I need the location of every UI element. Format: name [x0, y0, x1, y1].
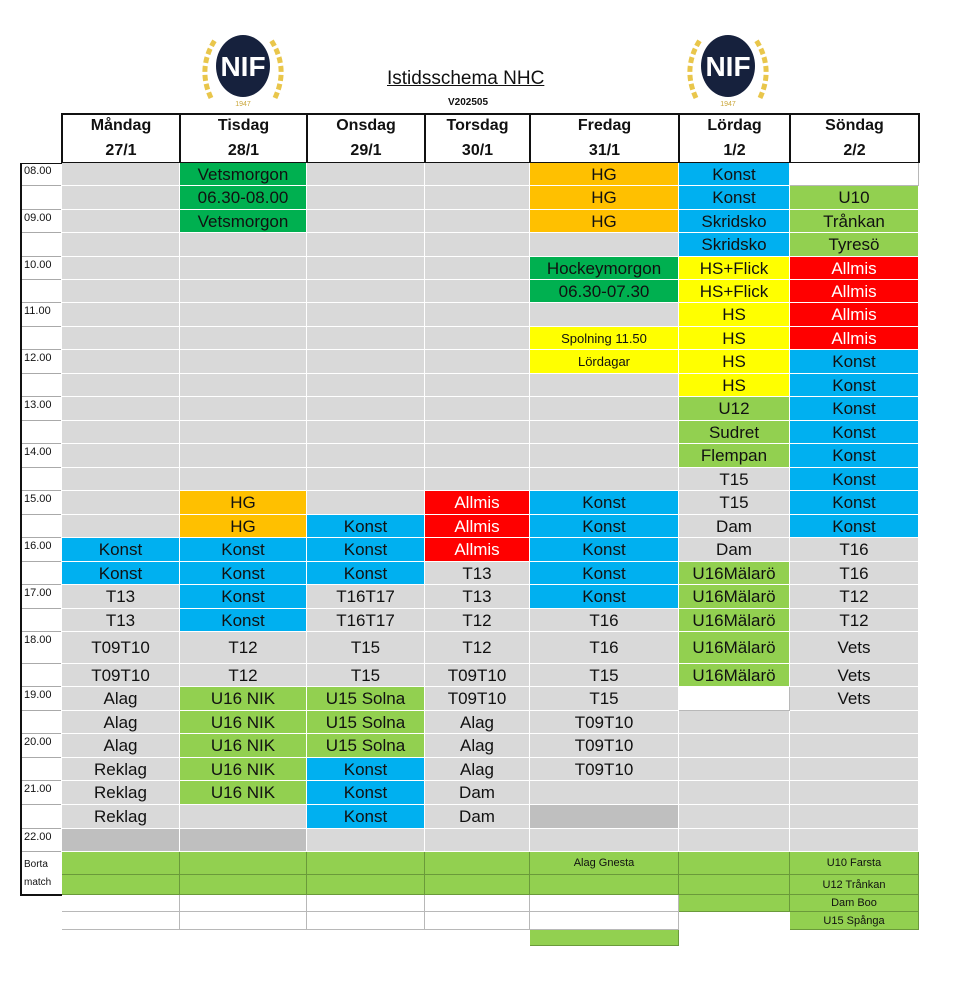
empty-slot: [307, 829, 425, 852]
away-slot: [180, 875, 307, 895]
schedule-slot: U16 NIK: [180, 687, 307, 711]
empty-slot: [180, 829, 307, 852]
day-name: Måndag: [90, 117, 152, 134]
empty-slot: [62, 444, 180, 468]
away-match: Dam Boo: [790, 895, 919, 912]
time-label: [22, 515, 61, 538]
schedule-slot: Allmis: [425, 515, 530, 538]
schedule-slot: Konst: [530, 538, 679, 562]
empty-slot: [62, 491, 180, 515]
schedule-slot: Konst: [307, 758, 425, 781]
schedule-slot: T12: [180, 664, 307, 687]
empty-slot: [62, 257, 180, 280]
empty-slot: [530, 303, 679, 327]
empty-slot: [62, 829, 180, 852]
schedule-slot: T13: [62, 585, 180, 609]
away-slot: [307, 912, 425, 930]
schedule-slot: HG: [530, 163, 679, 186]
schedule-slot: Hockeymorgon: [530, 257, 679, 280]
borta-line-2: match: [24, 877, 52, 888]
schedule-slot: T12: [425, 609, 530, 632]
schedule-slot: Trånkan: [790, 210, 919, 233]
schedule-slot: Konst: [307, 538, 425, 562]
time-label: 19.00: [22, 687, 61, 711]
empty-slot: [62, 468, 180, 491]
time-label: [22, 664, 61, 687]
empty-slot: [790, 734, 919, 758]
away-slot: [180, 895, 307, 912]
empty-slot: [425, 210, 530, 233]
away-slot: [62, 875, 180, 895]
schedule-slot: Dam: [425, 805, 530, 829]
time-label: 09.00: [22, 210, 61, 233]
schedule-slot: Alag: [425, 711, 530, 734]
time-label: 21.00: [22, 781, 61, 805]
header-column-divider: [529, 113, 531, 163]
empty-slot: [62, 374, 180, 397]
day-date: 1/2: [723, 142, 746, 159]
schedule-slot: Konst: [790, 444, 919, 468]
empty-slot: [679, 829, 790, 852]
schedule-slot: Vets: [790, 687, 919, 711]
day-date: 30/1: [461, 142, 494, 159]
schedule-slot: T15: [530, 687, 679, 711]
day-name: Torsdag: [446, 117, 509, 134]
schedule-slot: Alag: [62, 687, 180, 711]
empty-slot: [307, 303, 425, 327]
empty-slot: [425, 350, 530, 374]
schedule-slot: Konst: [62, 538, 180, 562]
header-column-divider: [61, 113, 63, 163]
time-column-top: [20, 163, 62, 164]
schedule-slot: Konst: [790, 374, 919, 397]
schedule-slot: Reklag: [62, 805, 180, 829]
schedule-slot: U16 NIK: [180, 781, 307, 805]
schedule-slot: Konst: [790, 515, 919, 538]
empty-slot: [62, 210, 180, 233]
day-date: 2/2: [843, 142, 866, 159]
away-slot: [679, 852, 790, 875]
schedule-slot: HG: [180, 515, 307, 538]
page-title: Istidsschema NHC: [387, 68, 545, 89]
day-date: 28/1: [227, 142, 260, 159]
away-slot: [530, 930, 679, 946]
schedule-slot: HG: [530, 186, 679, 210]
schedule-slot: Alag: [62, 734, 180, 758]
schedule-slot: HS: [679, 350, 790, 374]
schedule-slot: HS: [679, 327, 790, 350]
schedule-slot: T15: [307, 664, 425, 687]
empty-slot: [307, 468, 425, 491]
empty-slot: [307, 280, 425, 303]
empty-slot: [425, 397, 530, 421]
time-label: 16.00: [22, 538, 61, 562]
schedule-slot: Vetsmorgon: [180, 163, 307, 186]
schedule-slot: Konst: [307, 805, 425, 829]
day-name: Lördag: [707, 117, 762, 134]
empty-slot: [307, 163, 425, 186]
empty-slot: [530, 444, 679, 468]
time-label: 11.00: [22, 303, 61, 327]
empty-slot: [425, 374, 530, 397]
empty-slot: [180, 280, 307, 303]
empty-slot: [790, 781, 919, 805]
empty-slot: [790, 163, 919, 186]
time-label: 10.00: [22, 257, 61, 280]
schedule-slot: T09T10: [425, 687, 530, 711]
header-column-divider: [306, 113, 308, 163]
empty-slot: [180, 468, 307, 491]
empty-slot: [530, 829, 679, 852]
empty-slot: [62, 350, 180, 374]
away-slot: [307, 875, 425, 895]
time-column-border: [20, 163, 22, 895]
header-column-divider: [424, 113, 426, 163]
schedule-slot: Konst: [790, 468, 919, 491]
schedule-slot: U16 NIK: [180, 711, 307, 734]
away-slot: [679, 895, 790, 912]
empty-slot: [180, 350, 307, 374]
schedule-slot: Spolning 11.50: [530, 327, 679, 350]
empty-slot: [425, 303, 530, 327]
time-label: 17.00: [22, 585, 61, 609]
empty-slot: [180, 327, 307, 350]
schedule-slot: T16: [790, 538, 919, 562]
empty-slot: [62, 280, 180, 303]
empty-slot: [307, 491, 425, 515]
schedule-slot: Konst: [180, 538, 307, 562]
schedule-slot: Konst: [307, 781, 425, 805]
time-label: [22, 280, 61, 303]
empty-slot: [679, 805, 790, 829]
schedule-slot: T16T17: [307, 585, 425, 609]
empty-slot: [425, 468, 530, 491]
time-label: 22.00: [22, 829, 61, 852]
schedule-slot: Allmis: [425, 538, 530, 562]
schedule-slot: Konst: [679, 163, 790, 186]
schedule-slot: Lördagar: [530, 350, 679, 374]
header-column-divider: [789, 113, 791, 163]
schedule-slot: U15 Solna: [307, 734, 425, 758]
schedule-slot: Konst: [530, 491, 679, 515]
schedule-slot: T16: [530, 609, 679, 632]
schedule-slot: T12: [425, 632, 530, 664]
empty-slot: [180, 805, 307, 829]
schedule-slot: T09T10: [425, 664, 530, 687]
empty-slot: [679, 781, 790, 805]
schedule-slot: Dam: [425, 781, 530, 805]
empty-slot: [62, 421, 180, 444]
day-name: Tisdag: [217, 117, 270, 134]
time-label: 18.00: [22, 632, 61, 664]
schedule-slot: T12: [790, 609, 919, 632]
empty-slot: [307, 444, 425, 468]
day-name: Söndag: [825, 117, 884, 134]
time-label: 20.00: [22, 734, 61, 758]
day-date: 31/1: [588, 142, 621, 159]
empty-slot: [679, 758, 790, 781]
schedule-slot: Allmis: [790, 327, 919, 350]
schedule-slot: T16: [530, 632, 679, 664]
day-name: Onsdag: [336, 117, 396, 134]
svg-text:NIF: NIF: [705, 51, 751, 82]
schedule-slot: HG: [180, 491, 307, 515]
schedule-slot: T09T10: [62, 632, 180, 664]
schedule-slot: Konst: [530, 585, 679, 609]
header-column-divider: [179, 113, 181, 163]
away-slot: [530, 895, 679, 912]
time-label: 08.00: [22, 163, 61, 186]
borta-line-1: Borta: [24, 859, 48, 870]
empty-slot: [425, 233, 530, 257]
schedule-slot: Dam: [679, 538, 790, 562]
schedule-slot: T13: [425, 562, 530, 585]
schedule-slot: Konst: [790, 397, 919, 421]
schedule-slot: T09T10: [530, 711, 679, 734]
empty-slot: [790, 758, 919, 781]
empty-slot: [180, 303, 307, 327]
away-slot: [679, 875, 790, 895]
schedule-slot: T12: [790, 585, 919, 609]
schedule-slot: T15: [530, 664, 679, 687]
empty-slot: [62, 397, 180, 421]
empty-slot: [425, 444, 530, 468]
away-match: U12 Trånkan: [790, 875, 919, 895]
schedule-slot: U16 NIK: [180, 734, 307, 758]
schedule-slot: Allmis: [790, 303, 919, 327]
time-label: [22, 805, 61, 829]
schedule-slot: Sudret: [679, 421, 790, 444]
schedule-slot: U12: [679, 397, 790, 421]
schedule-slot: Konst: [790, 421, 919, 444]
empty-slot: [62, 303, 180, 327]
empty-slot: [62, 515, 180, 538]
empty-slot: [62, 327, 180, 350]
empty-slot: [790, 711, 919, 734]
time-label: [22, 562, 61, 585]
schedule-slot: Konst: [307, 515, 425, 538]
schedule-slot: U16Mälarö: [679, 632, 790, 664]
away-slot: [62, 912, 180, 930]
away-slot: [180, 852, 307, 875]
time-label: [22, 374, 61, 397]
empty-slot: [62, 163, 180, 186]
schedule-slot: Konst: [530, 515, 679, 538]
away-match: U15 Spånga: [790, 912, 919, 930]
empty-slot: [530, 421, 679, 444]
schedule-slot: U16Mälarö: [679, 585, 790, 609]
empty-slot: [425, 186, 530, 210]
empty-slot: [307, 210, 425, 233]
away-match: U10 Farsta: [790, 852, 919, 875]
borta-match-label: [22, 856, 61, 896]
empty-slot: [307, 397, 425, 421]
svg-text:1947: 1947: [720, 101, 736, 108]
schedule-slot: HS+Flick: [679, 257, 790, 280]
time-label: [22, 327, 61, 350]
header-column-divider: [918, 113, 920, 163]
empty-slot: [425, 829, 530, 852]
schedule-slot: T15: [307, 632, 425, 664]
schedule-slot: Allmis: [425, 491, 530, 515]
logo-letters: NIF: [220, 51, 266, 82]
schedule-slot: Alag: [425, 758, 530, 781]
schedule-slot: Konst: [180, 609, 307, 632]
away-match: Alag Gnesta: [530, 852, 679, 875]
time-label: 15.00: [22, 491, 61, 515]
empty-slot: [530, 397, 679, 421]
empty-slot: [307, 233, 425, 257]
away-slot: [425, 912, 530, 930]
schedule-slot: U16Mälarö: [679, 609, 790, 632]
schedule-slot: U16Mälarö: [679, 664, 790, 687]
schedule-slot: T09T10: [530, 734, 679, 758]
empty-slot: [679, 734, 790, 758]
schedule-slot: T13: [62, 609, 180, 632]
schedule-slot: T13: [425, 585, 530, 609]
schedule-slot: U10: [790, 186, 919, 210]
schedule-slot: U15 Solna: [307, 711, 425, 734]
empty-slot: [180, 421, 307, 444]
empty-slot: [62, 186, 180, 210]
empty-slot: [180, 233, 307, 257]
schedule-slot: HS+Flick: [679, 280, 790, 303]
schedule-slot: T09T10: [62, 664, 180, 687]
away-slot: [62, 852, 180, 875]
empty-slot: [425, 327, 530, 350]
schedule-slot: U15 Solna: [307, 687, 425, 711]
empty-slot: [180, 374, 307, 397]
time-label: [22, 421, 61, 444]
empty-slot: [62, 233, 180, 257]
away-slot: [425, 895, 530, 912]
schedule-slot: T12: [180, 632, 307, 664]
svg-text:1947: 1947: [235, 101, 251, 108]
schedule-slot: Reklag: [62, 758, 180, 781]
away-slot: [425, 875, 530, 895]
schedule-slot: Allmis: [790, 257, 919, 280]
schedule-slot: 06.30-08.00: [180, 186, 307, 210]
time-label: [22, 186, 61, 210]
schedule-slot: Skridsko: [679, 233, 790, 257]
empty-slot: [307, 374, 425, 397]
empty-slot: [425, 280, 530, 303]
empty-slot: [425, 421, 530, 444]
schedule-slot: Tyresö: [790, 233, 919, 257]
week-label: V202505: [448, 97, 489, 108]
empty-slot: [530, 805, 679, 829]
empty-slot: [790, 805, 919, 829]
empty-slot: [307, 421, 425, 444]
schedule-slot: Skridsko: [679, 210, 790, 233]
schedule-slot: Konst: [790, 350, 919, 374]
empty-slot: [180, 444, 307, 468]
away-slot: [425, 852, 530, 875]
schedule-slot: T15: [679, 468, 790, 491]
schedule-slot: 06.30-07.30: [530, 280, 679, 303]
empty-slot: [530, 374, 679, 397]
empty-slot: [307, 257, 425, 280]
schedule-slot: Allmis: [790, 280, 919, 303]
schedule-slot: Reklag: [62, 781, 180, 805]
empty-slot: [530, 468, 679, 491]
schedule-slot: Konst: [62, 562, 180, 585]
schedule-slot: Konst: [790, 491, 919, 515]
schedule-slot: T16T17: [307, 609, 425, 632]
empty-slot: [425, 257, 530, 280]
away-slot: [307, 895, 425, 912]
schedule-slot: Konst: [530, 562, 679, 585]
header-column-divider: [678, 113, 680, 163]
schedule-slot: Konst: [307, 562, 425, 585]
empty-slot: [679, 687, 790, 711]
empty-slot: [790, 829, 919, 852]
empty-slot: [307, 186, 425, 210]
schedule-slot: T09T10: [530, 758, 679, 781]
time-label: [22, 758, 61, 781]
schedule-slot: HG: [530, 210, 679, 233]
schedule-slot: T15: [679, 491, 790, 515]
time-label: 14.00: [22, 444, 61, 468]
schedule-slot: Vetsmorgon: [180, 210, 307, 233]
away-slot: [62, 895, 180, 912]
schedule-slot: HS: [679, 303, 790, 327]
empty-slot: [530, 781, 679, 805]
time-label: [22, 233, 61, 257]
empty-slot: [180, 397, 307, 421]
schedule-slot: U16Mälarö: [679, 562, 790, 585]
empty-slot: [425, 163, 530, 186]
schedule-slot: HS: [679, 374, 790, 397]
schedule-slot: Konst: [180, 562, 307, 585]
empty-slot: [307, 327, 425, 350]
day-name: Fredag: [577, 117, 632, 134]
schedule-slot: U16 NIK: [180, 758, 307, 781]
empty-slot: [530, 233, 679, 257]
empty-slot: [307, 350, 425, 374]
schedule-slot: Vets: [790, 632, 919, 664]
away-slot: [530, 912, 679, 930]
away-slot: [307, 852, 425, 875]
empty-slot: [679, 711, 790, 734]
schedule-slot: Konst: [180, 585, 307, 609]
time-label: [22, 711, 61, 734]
schedule-slot: Konst: [679, 186, 790, 210]
time-label: 12.00: [22, 350, 61, 374]
empty-slot: [180, 257, 307, 280]
schedule-slot: Alag: [425, 734, 530, 758]
away-slot: [180, 912, 307, 930]
day-date: 29/1: [350, 142, 382, 159]
time-column-bottom: [20, 894, 62, 896]
schedule-slot: T16: [790, 562, 919, 585]
time-label: [22, 609, 61, 632]
schedule-slot: Alag: [62, 711, 180, 734]
schedule-slot: Dam: [679, 515, 790, 538]
schedule-slot: Flempan: [679, 444, 790, 468]
schedule-slot: Vets: [790, 664, 919, 687]
time-label: [22, 468, 61, 491]
day-date: 27/1: [105, 142, 137, 159]
away-slot: [530, 875, 679, 895]
time-label: 13.00: [22, 397, 61, 421]
